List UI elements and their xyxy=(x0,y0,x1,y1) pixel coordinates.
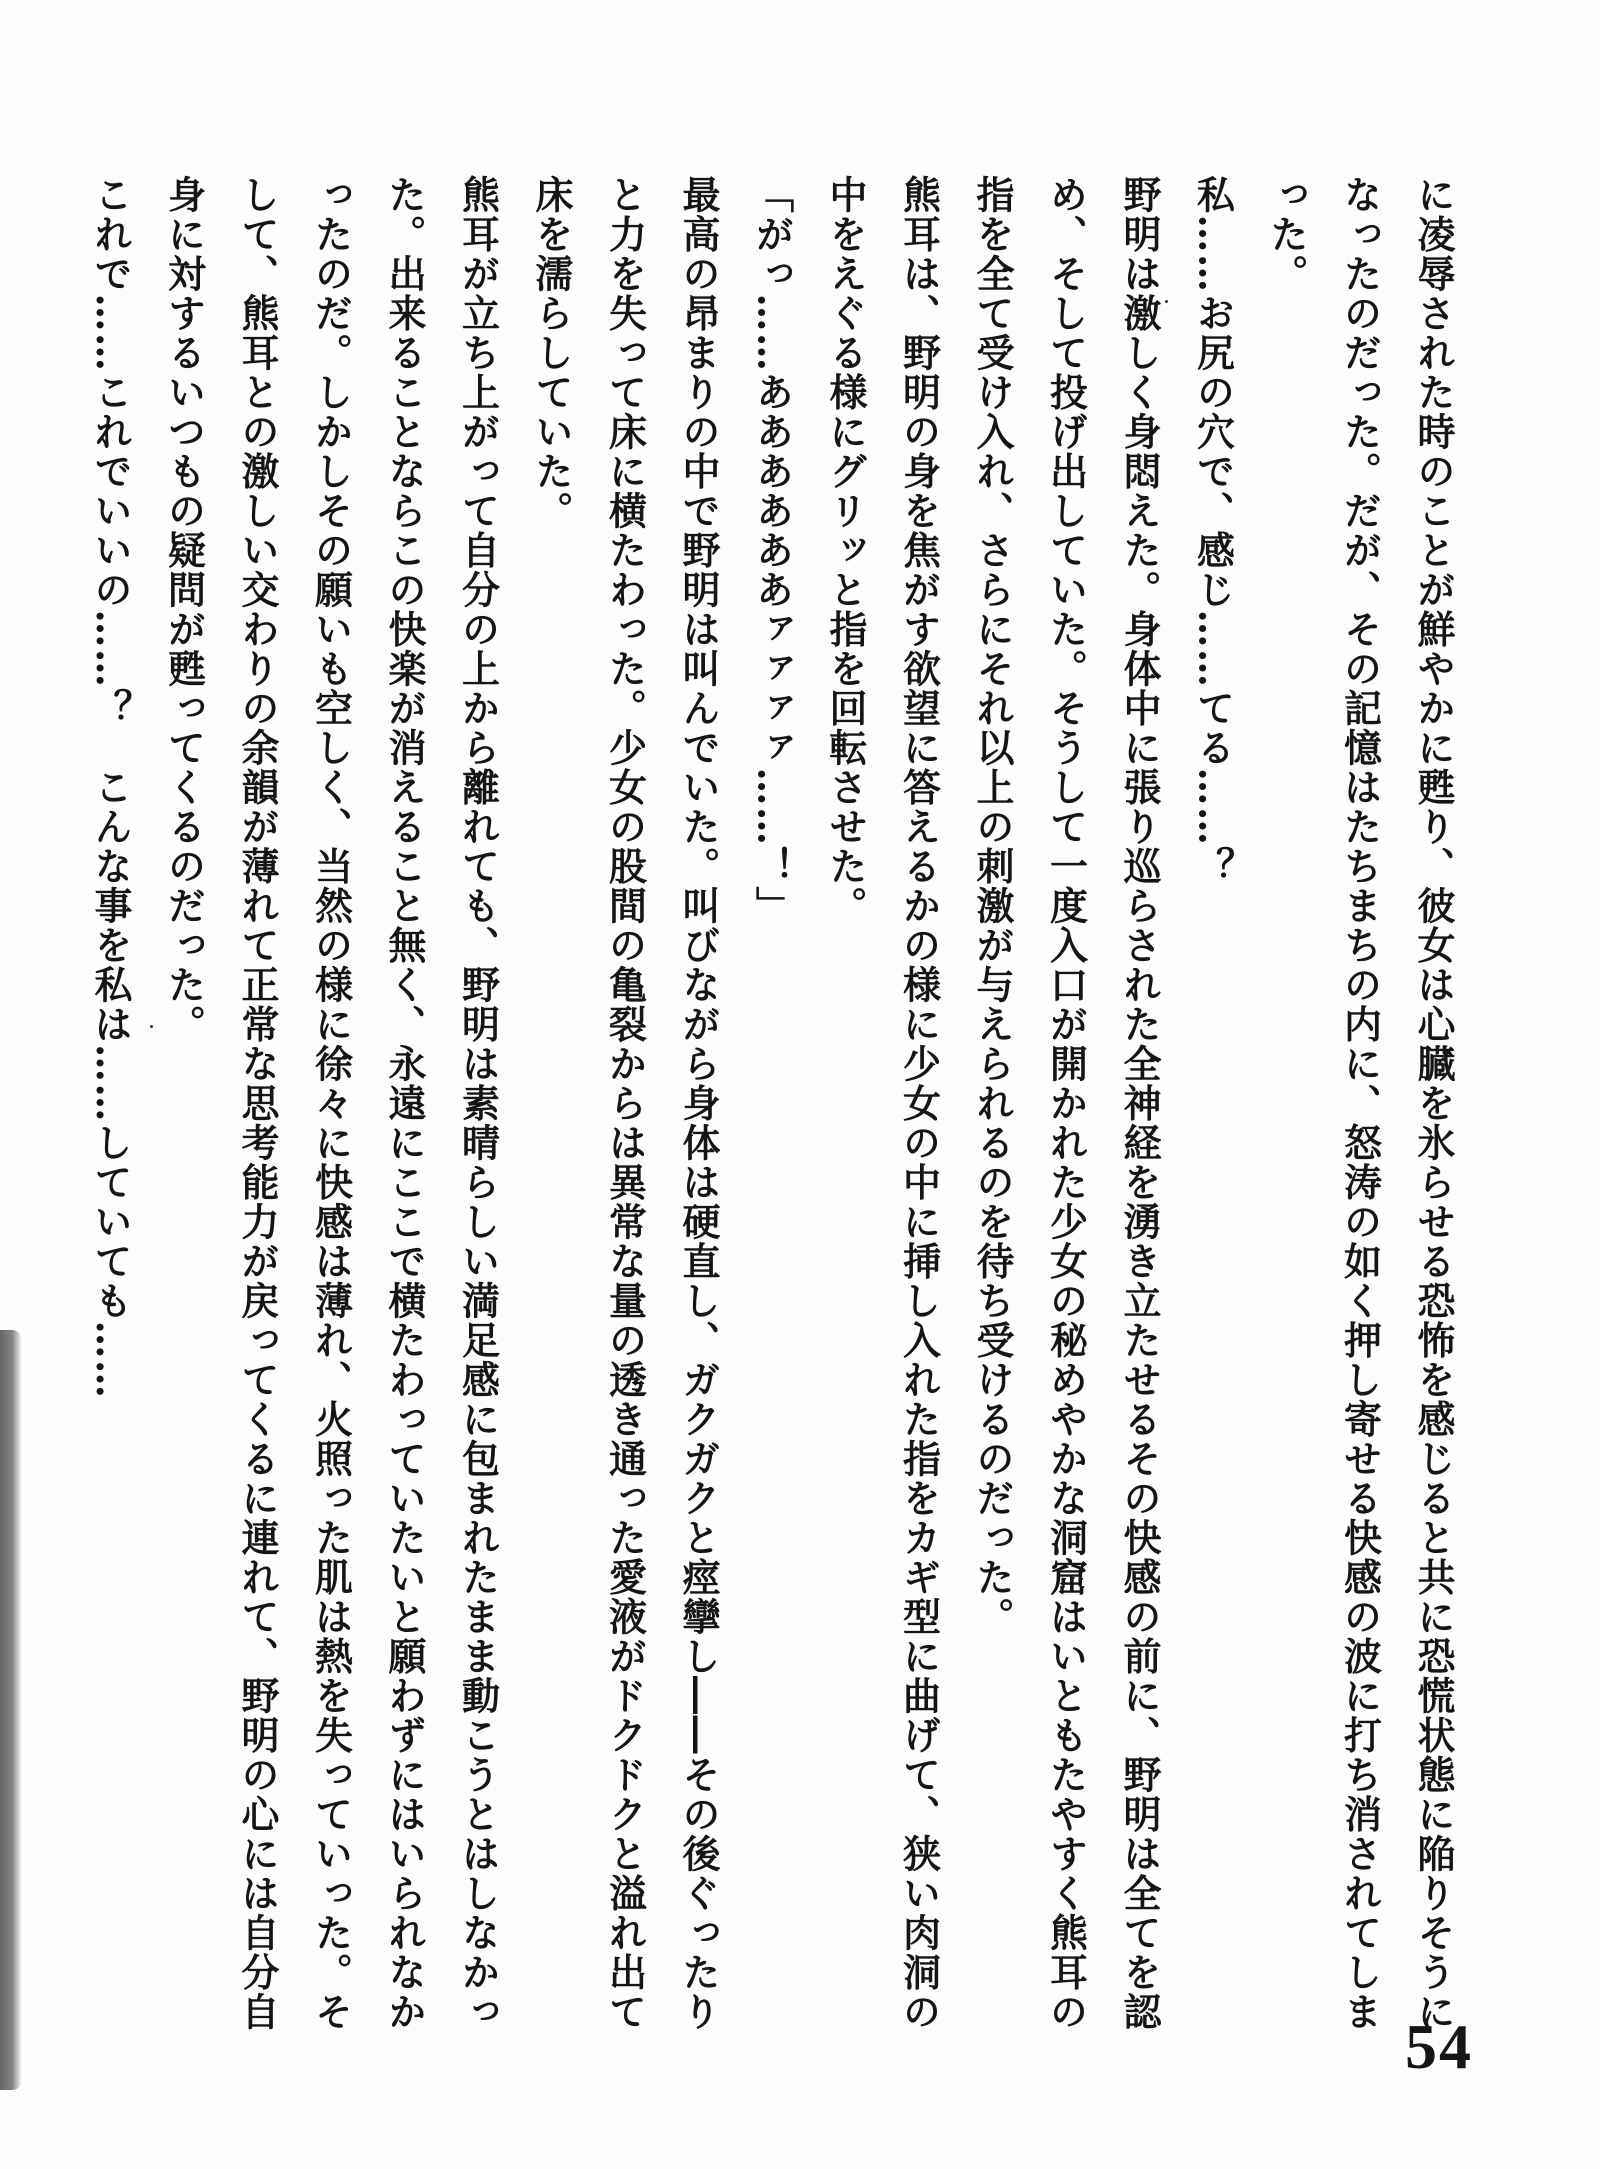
scan-speck xyxy=(150,1025,153,1028)
scan-speck xyxy=(1165,300,1168,303)
page-number: 54 xyxy=(1405,2011,1473,2082)
scan-edge-shadow xyxy=(0,1330,22,2090)
paragraph-8: これで……これでいいの……？ こんな事を私は……していても…… xyxy=(88,175,133,1400)
paragraph-1: に凌辱された時のことが鮮やかに甦り、彼女は心臓を氷らせる恐怖を感じると共に恐慌状態に陥りそうになったのだった。だが、その記憶はたちまちの内に、怒涛の如く押し寄せる快感の波に打ち消されてしまった。 xyxy=(1264,175,1456,2032)
paragraph-7: 熊耳が立ち上がって自分の上から離れても、野明は素晴らしい満足感に包まれたまま動こうとはしなかった。出来ることならこの快楽が消えること無く、永遠にここで横たわっていたいと願わずにはいられなかったのだ。しかしその願いも空しく、当然の様に徐々に快感は薄れ、火照った肌は熱を失っていった。そして、熊耳との激しい交わりの余韻が薄れて正常な思考能力が戻ってくるに連れて、野明の心には自分自身に対するいつもの疑問が甦ってくるのだった。 xyxy=(161,175,501,2032)
paragraph-6: 最高の昂まりの中で野明は叫んでいた。叫びながら身体は硬直し、ガクガクと痙攣し――その後ぐったりと力を失って床に横たわった。少女の股間の亀裂からは異常な量の透き通った愛液がドクドクと溢れ出て床を濡らしていた。 xyxy=(529,175,721,2032)
vertical-text-body xyxy=(74,175,1471,2035)
paragraph-5: 「がっ……ああああああァァァァ……！」 xyxy=(749,175,795,926)
paragraph-3: 野明は激しく身悶えた。身体中に張り巡らされた全神経を湧き立たせるその快感の前に、野明は全てを認め、そして投げ出していた。そうして一度入口が開かれた少女の秘めやかな洞窟はいともたやすく熊耳の指を全て受け入れ、さらにそれ以上の刺激が与えられるのを待ち受けるのだった。 xyxy=(970,175,1162,2032)
paragraph-2: 私……お尻の穴で、感じ……てる……？ xyxy=(1190,175,1236,886)
paragraph-4: 熊耳は、野明の身を焦がす欲望に答えるかの様に少女の中に挿し入れた指をカギ型に曲げて、狭い肉洞の中をえぐる様にグリッと指を回転させた。 xyxy=(823,175,942,2032)
